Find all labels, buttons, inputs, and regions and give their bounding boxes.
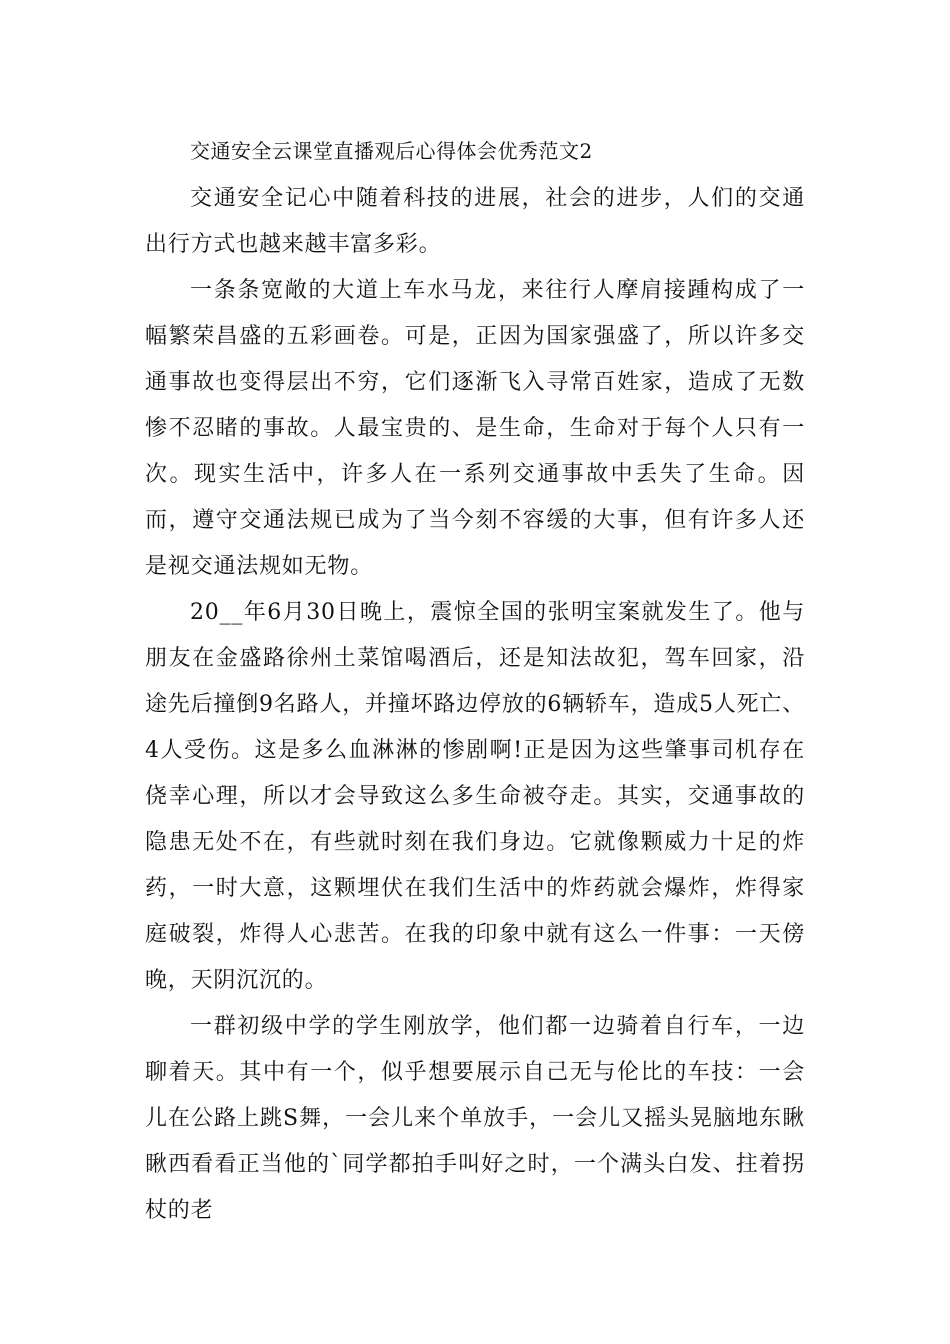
paragraph-traffic-accidents: 一条条宽敞的大道上车水马龙，来往行人摩肩接踵构成了一幅繁荣昌盛的五彩画卷。可是，正因为国家强盛了，所以许多交通事故也变得层出不穷，它们逐渐飞入寻常百姓家，造成了无数惨不忍睹的事故。人最宝贵的、是生命，生命对于每个人只有一次。现实生活中，许多人在一系列交通事故中丢失了生命。因而，遵守交通法规已成为了当今刻不容缓的大事，但有许多人还是视交通法规如无物。 <box>145 278 805 579</box>
paragraph-students: 一群初级中学的学生刚放学，他们都一边骑着自行车，一边聊着天。其中有一个，似乎想要展示自己无与伦比的车技：一会儿在公路上跳S舞，一会儿来个单放手，一会儿又摇头晃脑地东瞅瞅西看看正当他的`同学都拍手叫好之时，一个满头白发、拄着拐杖的老 <box>145 1014 805 1223</box>
paragraph-intro: 交通安全记心中随着科技的进展，社会的进步，人们的交通出行方式也越来越丰富多彩。 <box>145 186 805 257</box>
document-title: 交通安全云课堂直播观后心得体会优秀范文2 <box>190 139 593 163</box>
document-body <box>145 128 805 1234</box>
paragraph-case-story: 20__年6月30日晚上，震惊全国的张明宝案就发生了。他与朋友在金盛路徐州土菜馆喝酒后，还是知法故犯，驾车回家，沿途先后撞倒9名路人，并撞坏路边停放的6辆轿车，造成5人死亡、4人受伤。这是多么血淋淋的惨剧啊!正是因为这些肇事司机存在侥幸心理，所以才会导致这么多生命被夺走。其实，交通事故的隐患无处不在，有些就时刻在我们身边。它就像颗威力十足的炸药，一时大意，这颗埋伏在我们生活中的炸药就会爆炸，炸得家庭破裂，炸得人心悲苦。在我的印象中就有这么一件事：一天傍晚，天阴沉沉的。 <box>145 600 805 993</box>
